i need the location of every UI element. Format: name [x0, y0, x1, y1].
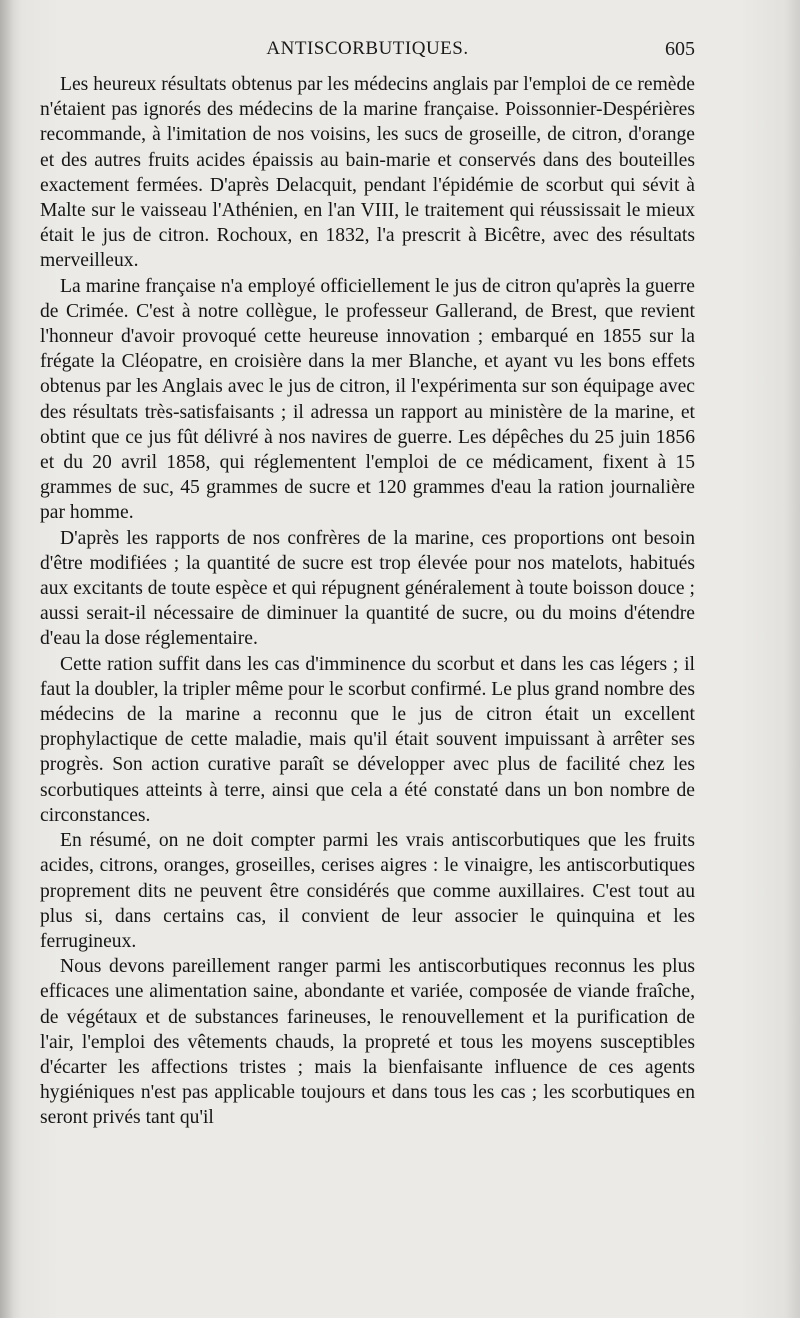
paragraph: Cette ration suffit dans les cas d'imminence du scorbut et dans les cas légers ; il faut la doubler, la tripler même pour le scorbut confirmé. Le plus grand nombre des médecins de la marine a reconnu que le jus de citron était un excellent prophylactique de cette maladie, mais qu'il était souvent impuissant à arrêter ses progrès. Son action curative paraît se développer avec plus de facilité chez les scorbutiques atteints à terre, ainsi que cela a été constaté dans un bon nombre de circonstances.: [40, 653, 695, 826]
running-head: ANTISCORBUTIQUES.: [266, 38, 469, 59]
paragraph: Les heureux résultats obtenus par les médecins anglais par l'emploi de ce remède n'étaient pas ignorés des médecins de la marine française. Poissonnier-Despérières recommande, à l'imitation de nos voisins, les sucs de groseille, de citron, d'orange et des autres fruits acides épaissis au bain-marie et conservés dans des bouteilles exactement fermées. D'après Delacquit, pendant l'épidémie de scorbut qui sévit à Malte sur le vaisseau l'Athénien, en l'an VIII, le traitement qui réussissait le mieux était le jus de citron. Rochoux, en 1832, l'a prescrit à Bicêtre, avec des résultats merveilleux.: [40, 74, 695, 272]
paragraph: En résumé, on ne doit compter parmi les vrais antiscorbutiques que les fruits acides, citrons, oranges, groseilles, cerises aigres : le vinaigre, les antiscorbutiques proprement dits ne peuvent être considérés que comme auxillaires. C'est tout au plus si, dans certains cas, il convient de leur associer le quinquina et les ferrugineux.: [40, 830, 695, 952]
paragraph: La marine française n'a employé officiellement le jus de citron qu'après la guerre de Crimée. C'est à notre collègue, le professeur Gallerand, de Brest, que revient l'honneur d'avoir provoqué cette heureuse innovation ; embarqué en 1855 sur la frégate la Cléopatre, en croisière dans la mer Blanche, et ayant vu les bons effets obtenus par les Anglais avec le jus de citron, il l'expérimenta sur son équipage avec des résultats très-satisfaisants ; il adressa un rapport au ministère de la marine, et obtint que ce jus fût délivré à nos navires de guerre. Les dépêches du 25 juin 1856 et du 20 avril 1858, qui réglementent l'emploi de ce médicament, fixent à 15 grammes de suc, 45 grammes de sucre et 120 grammes d'eau la ration journalière par homme.: [40, 275, 695, 524]
body-text: [40, 72, 695, 1131]
paragraph: Nous devons pareillement ranger parmi les antiscorbutiques reconnus les plus efficaces une alimentation saine, abondante et variée, composée de viande fraîche, de végétaux et de substances farineuses, le renouvellement et la purification de l'air, l'emploi des vêtements chauds, la propreté et tous les moyens susceptibles d'écarter les affections tristes ; mais la bienfaisante influence de ces agents hygiéniques n'est pas applicable toujours et dans tous les cas ; les scorbutiques en seront privés tant qu'il: [40, 956, 695, 1129]
paragraph: D'après les rapports de nos confrères de la marine, ces proportions ont besoin d'être modifiées ; la quantité de sucre est trop élevée pour nos matelots, habitués aux excitants de toute espèce et qui répugnent généralement à toute boisson douce ; aussi serait-il nécessaire de diminuer la quantité de sucre, ou du moins d'étendre d'eau la dose réglementaire.: [40, 527, 695, 650]
spine-shadow: [0, 0, 14, 1318]
page-number: 605: [665, 38, 695, 60]
page-header: [40, 38, 695, 66]
